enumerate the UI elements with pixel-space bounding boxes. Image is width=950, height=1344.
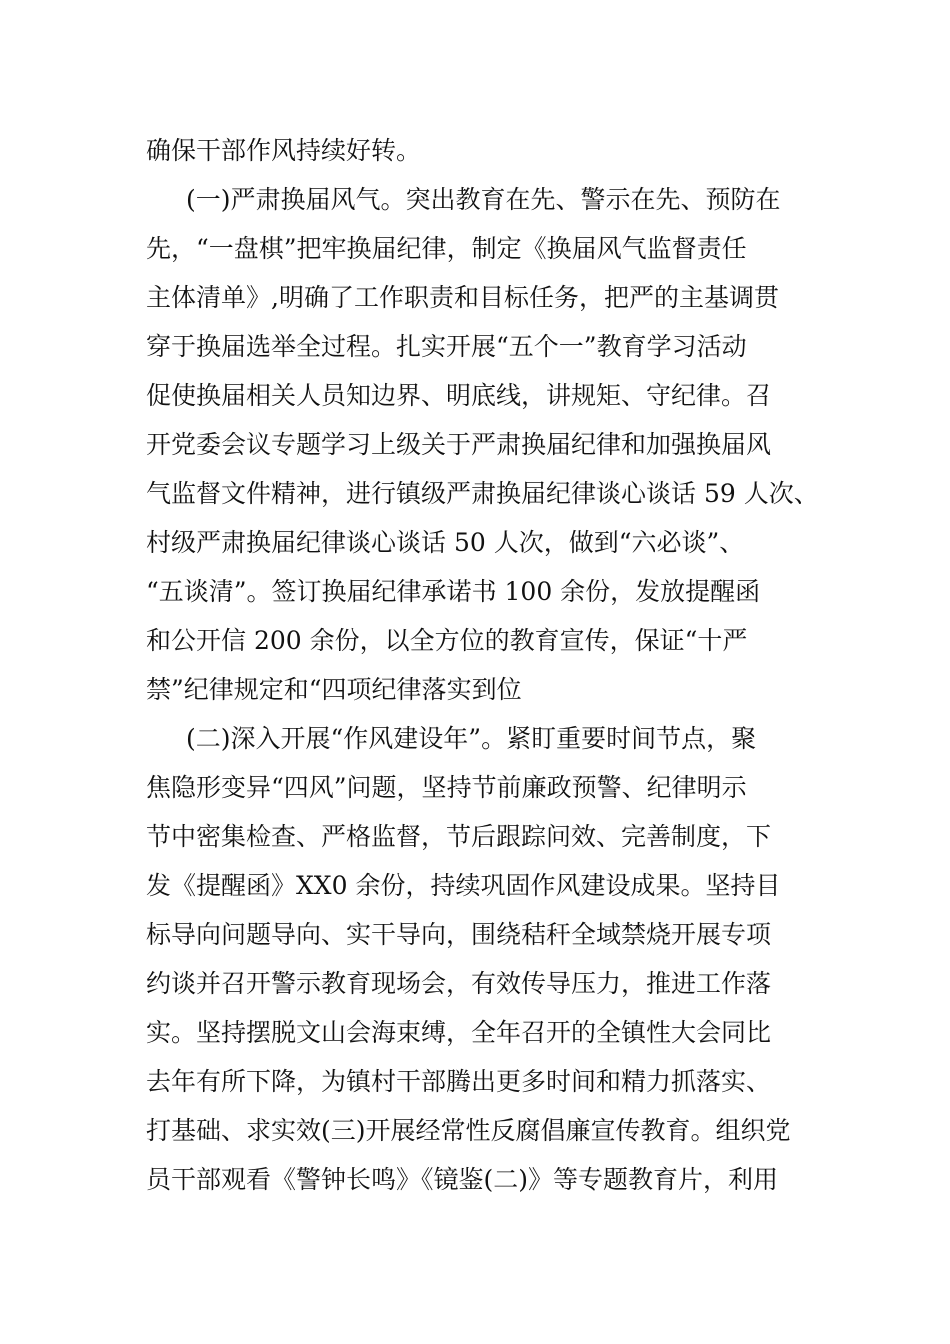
text-line: 开党委会议专题学习上级关于严肃换届纪律和加强换届风 <box>146 430 772 459</box>
text-line: 约谈并召开警示教育现场会，有效传导压力，推进工作落 <box>146 969 772 998</box>
text-line: 村级严肃换届纪律谈心谈话 50 人次，做到“六必谈”、 <box>146 528 745 557</box>
text-line: 焦隐形变异“四风”问题，坚持节前廉政预警、纪律明示 <box>146 773 747 802</box>
text-line: 节中密集检查、严格监督，节后跟踪问效、完善制度，下 <box>146 822 772 851</box>
body-text <box>146 126 826 1204</box>
text-line: 气监督文件精神，进行镇级严肃换届纪律谈心谈话 59 人次、 <box>146 479 819 508</box>
text-line: 和公开信 200 余份，以全方位的教育宣传，保证“十严 <box>146 626 748 655</box>
text-line: 禁”纪律规定和“四项纪律落实到位 <box>146 675 522 704</box>
text-line: 去年有所下降，为镇村干部腾出更多时间和精力抓落实、 <box>146 1067 772 1096</box>
text-line: 主体清单》,明确了工作职责和目标任务，把严的主基调贯 <box>146 283 779 312</box>
text-line: 打基础、求实效(三)开展经常性反腐倡廉宣传教育。组织党 <box>146 1116 791 1145</box>
text-line: 穿于换届选举全过程。扎实开展“五个一”教育学习活动 <box>146 332 747 361</box>
text-line: 促使换届相关人员知边界、明底线，讲规矩、守纪律。召 <box>146 381 772 410</box>
text-line: 确保干部作风持续好转。 <box>146 136 422 165</box>
text-line: 实。坚持摆脱文山会海束缚，全年召开的全镇性大会同比 <box>146 1018 772 1047</box>
text-line: “五谈清”。签订换届纪律承诺书 100 余份，发放提醒函 <box>146 577 761 606</box>
section-heading-line: (二)深入开展“作风建设年”。紧盯重要时间节点，聚 <box>186 724 757 753</box>
text-line: 员干部观看《警钟长鸣》《镜鉴(二)》等专题教育片，利用 <box>146 1165 779 1194</box>
text-line: 发《提醒函》XX0 余份，持续巩固作风建设成果。坚持目 <box>146 871 781 900</box>
text-line: 标导向问题导向、实干导向，围绕秸秆全域禁烧开展专项 <box>146 920 772 949</box>
text-line: 先，“一盘棋”把牢换届纪律，制定《换届风气监督责任 <box>146 234 747 263</box>
section-heading-line: (一)严肃换届风气。突出教育在先、警示在先、预防在 <box>186 185 781 214</box>
